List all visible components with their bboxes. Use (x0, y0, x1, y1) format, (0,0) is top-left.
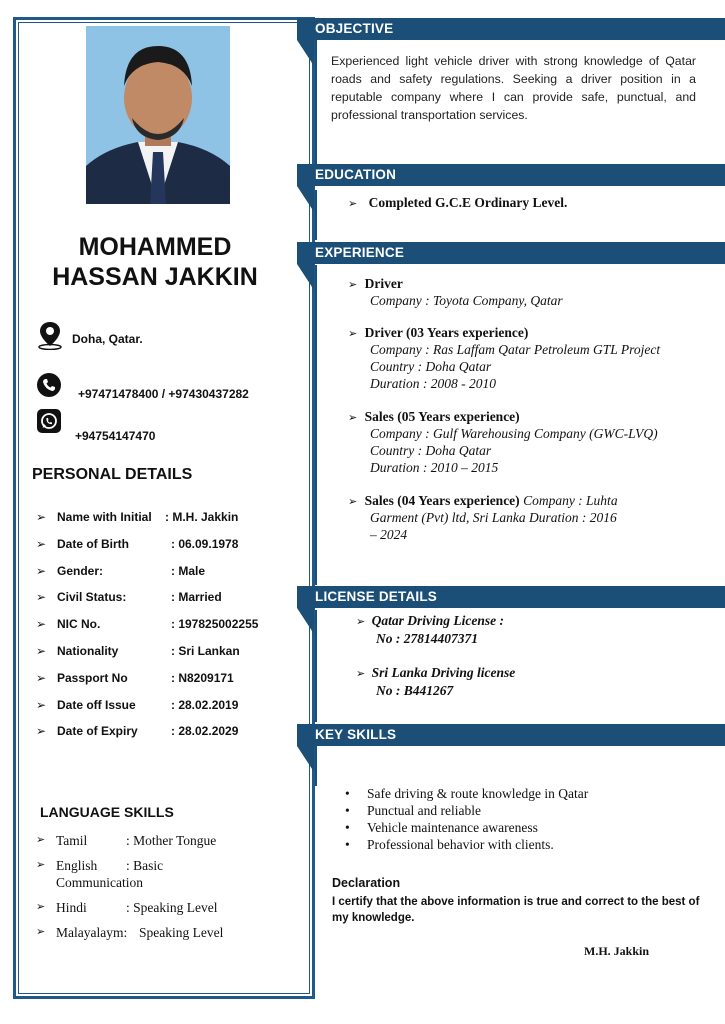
experience-detail: Duration : 2010 – 2015 (370, 460, 499, 475)
license-number: No : B441267 (376, 683, 454, 698)
experience-item (348, 325, 660, 392)
declaration-title: Declaration (332, 876, 401, 890)
language-label: Hindi (56, 900, 87, 915)
experience-detail: Country : Doha Qatar (370, 443, 492, 458)
experience-detail: Country : Doha Qatar (370, 359, 492, 374)
experience-role: Driver (03 Years experience) (364, 325, 529, 340)
arrow-bullet-icon: ➢ (36, 724, 47, 739)
license-item (356, 664, 515, 699)
personal-detail-value: : Sri Lankan (171, 644, 240, 658)
arrow-bullet-icon: ➢ (36, 833, 46, 846)
arrow-bullet-icon: ➢ (348, 278, 358, 291)
experience-detail: Company : Ras Laffam Qatar Petroleum GTL Project (370, 342, 661, 357)
language-level: : Mother Tongue (126, 833, 217, 848)
personal-detail-value: : Married (171, 590, 222, 605)
arrow-bullet-icon: ➢ (36, 697, 47, 712)
experience-detail: Garment (Pvt) ltd, Sri Lanka Duration : 2016 (370, 510, 617, 525)
language-level: : Basic (126, 858, 164, 873)
personal-detail-label: Nationality (57, 644, 119, 658)
personal-detail-label: Date off Issue (57, 697, 136, 712)
phone-icon (37, 373, 61, 397)
arrow-bullet-icon: ➢ (36, 563, 47, 578)
divider-line (315, 265, 317, 585)
experience-item (348, 276, 563, 309)
arrow-bullet-icon: ➢ (356, 615, 366, 628)
skill-item: • Vehicle maintenance awareness (345, 819, 588, 836)
license-name: Qatar Driving License : (371, 613, 504, 628)
language-level: Speaking Level (139, 925, 224, 940)
whatsapp-icon (37, 409, 61, 433)
language-label: Tamil (56, 833, 88, 848)
personal-detail-value: : 28.02.2029 (171, 724, 239, 739)
language-label: English (56, 858, 98, 873)
personal-detail-label: Gender: (57, 563, 104, 578)
arrow-bullet-icon: ➢ (36, 617, 47, 632)
key-skills-list (345, 785, 588, 853)
location-pin-icon (37, 320, 63, 350)
arrow-bullet-icon: ➢ (348, 327, 358, 340)
language-label: Malayalaym: (56, 925, 128, 940)
divider-line (315, 40, 317, 165)
experience-detail: Company : Toyota Company, Qatar (370, 293, 563, 308)
arrow-bullet-icon: ➢ (348, 495, 358, 508)
skill-item: • Professional behavior with clients. (345, 836, 588, 853)
experience-role: Sales (05 Years experience) (364, 409, 520, 424)
arrow-bullet-icon: ➢ (36, 900, 46, 913)
name-line-2: HASSAN JAKKIN (52, 263, 258, 291)
experience-role: Driver (364, 276, 403, 291)
section-header-experience: EXPERIENCE (297, 242, 725, 264)
arrow-bullet-icon: ➢ (36, 925, 46, 938)
arrow-bullet-icon: ➢ (36, 670, 47, 685)
arrow-bullet-icon: ➢ (348, 411, 358, 424)
arrow-bullet-icon: ➢ (36, 510, 47, 524)
skill-item: • Punctual and reliable (345, 802, 588, 819)
arrow-bullet-icon: ➢ (36, 644, 47, 658)
arrow-bullet-icon: ➢ (348, 197, 358, 210)
phone-numbers: +97471478400 / +97430437282 (78, 387, 249, 401)
arrow-bullet-icon: ➢ (36, 536, 47, 551)
language-level: : Speaking Level (126, 900, 218, 915)
experience-detail: – 2024 (370, 527, 408, 542)
experience-detail: Company : Luhta (523, 493, 618, 508)
personal-detail-value: : 197825002255 (171, 617, 259, 632)
candidate-name (30, 232, 280, 292)
profile-photo (86, 26, 230, 204)
section-header-license: LICENSE DETAILS (297, 586, 725, 608)
language-level-extra: Communication (56, 875, 143, 890)
experience-detail: Company : Gulf Warehousing Company (GWC-LVQ) (370, 426, 658, 441)
location-text: Doha, Qatar. (72, 332, 143, 346)
personal-detail-value: : 28.02.2019 (171, 697, 239, 712)
signature-name: M.H. Jakkin (584, 944, 650, 958)
personal-detail-label: Date of Expiry (57, 724, 138, 739)
skill-item: • Safe driving & route knowledge in Qatar (345, 785, 588, 802)
license-item (356, 612, 504, 647)
license-name: Sri Lanka Driving license (371, 665, 516, 680)
license-number: No : 27814407371 (376, 631, 478, 646)
whatsapp-number: +94754147470 (75, 429, 156, 443)
section-header-objective: OBJECTIVE (297, 18, 725, 40)
arrow-bullet-icon: ➢ (36, 590, 47, 605)
personal-details-title: PERSONAL DETAILS (32, 466, 193, 483)
personal-detail-label: Date of Birth (57, 536, 129, 551)
section-header-education: EDUCATION (297, 164, 725, 186)
personal-detail-label: NIC No. (57, 617, 101, 632)
personal-detail-label: Civil Status: (57, 590, 127, 605)
divider-line (315, 190, 317, 240)
personal-detail-value: : Male (171, 563, 206, 578)
experience-detail: Duration : 2008 - 2010 (370, 376, 496, 391)
name-line-1: MOHAMMED (78, 233, 232, 261)
language-skills-title: LANGUAGE SKILLS (40, 804, 174, 820)
divider-line (315, 746, 317, 786)
personal-detail-label: Passport No (57, 670, 128, 685)
objective-text: Experienced light vehicle driver with strong knowledge of Qatar roads and safety regulations. Seeking a driver position in a reputable company where I can provide safe, punctual, and professional transportation services. (331, 54, 696, 122)
experience-role: Sales (04 Years experience) (364, 493, 520, 508)
divider-line (315, 610, 317, 722)
education-item: ➢ Completed G.C.E Ordinary Level. (348, 195, 568, 210)
experience-item (348, 493, 618, 543)
section-header-key-skills: KEY SKILLS (297, 724, 725, 746)
personal-detail-label: Name with Initial (57, 510, 152, 524)
declaration-text: I certify that the above information is true and correct to the best of my knowledge. (332, 896, 700, 924)
experience-item (348, 409, 658, 476)
arrow-bullet-icon: ➢ (356, 667, 366, 680)
arrow-bullet-icon: ➢ (36, 858, 46, 871)
personal-detail-value: : M.H. Jakkin (165, 510, 239, 524)
personal-detail-value: : N8209171 (171, 670, 234, 685)
personal-detail-value: : 06.09.1978 (171, 536, 239, 551)
